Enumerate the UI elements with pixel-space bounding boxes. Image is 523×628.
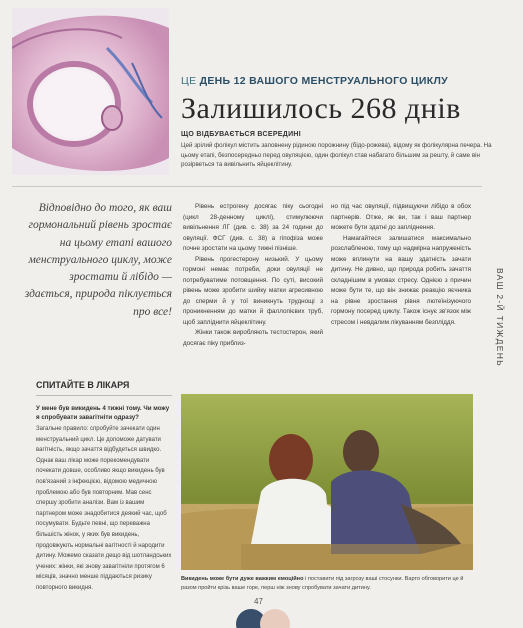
ask-doctor-rule bbox=[36, 395, 172, 396]
paragraph: Жінки також виробляють тестостерон, який досягає піку приблиз- bbox=[183, 329, 323, 347]
kicker-bold: ДЕНЬ 12 ВАШОГО МЕНСТРУАЛЬНОГО ЦИКЛУ bbox=[199, 75, 448, 87]
tab-circle-peach bbox=[260, 609, 290, 628]
follicle-micrograph-image bbox=[12, 8, 169, 175]
paragraph: Рівень прогестерону низький. У цьому гормоні немає потреби, доки овуляції не потребуватиме потовщення. По суті, високий рівень може зробити шийку матки агресивною до сперми й у тої виникнуть труднощі з проникненням до матки й фаллопієвих труб, щоб запліднити яйцеклітину. bbox=[183, 255, 323, 326]
paragraph: Рівень естрогену досягає піку сьогодні (цикл 28-денному циклі), стимулюючи вивільнення ЛГ (див. с. 38) за 24 години до овуляції. ФСГ (див. с. 38) а гіпофіза може почне зростати на цьому тижні пізніше. bbox=[183, 203, 323, 252]
paragraph: Намагайтеся залишатися максимально розслабленою, тому що надмірна напруженість може вплинути на вашу здатність зачати дитину. Не дивно, що природа робить зачаття складнішим в умовах стресу. Однією з причин може бути те, що він знижає реакцію яєчника на рівне зростання рівня лютеїнізуючого гормону посеред циклу. Також існує зв'язок між стресом і невдалим лікуванням безпліддя. bbox=[331, 234, 471, 326]
pull-quote: Відповідно до того, як ваш гормональний рівень зростає на цьому етапі вашого менструального циклу, може зростати й лібідо — здається, природа піклується про все! bbox=[24, 202, 172, 318]
page-title: Залишилось 268 днів bbox=[181, 92, 461, 125]
bottom-tab-marker bbox=[236, 609, 292, 628]
chapter-side-tab: ВАШ 2-Й ТИЖДЕНЬ bbox=[495, 268, 505, 368]
body-column-2 bbox=[331, 202, 471, 328]
body-column-1 bbox=[183, 202, 323, 349]
section-divider bbox=[12, 186, 482, 187]
paragraph: но під час овуляції, підвищуючи лібідо в обох партнерів. Отже, як ви, так і ваш партнер можете бути здатні до запліднення. bbox=[331, 203, 471, 231]
couple-photo bbox=[181, 394, 473, 570]
caption-text: і поставити під загрозу ваші стосунки. Варто обговорити це й разом пройти крізь ваше горе, перш ніж знову спробувати зачати дитину. bbox=[181, 576, 464, 591]
article-kicker bbox=[181, 75, 448, 87]
ask-doctor-title: СПИТАЙТЕ В ЛІКАРЯ bbox=[36, 380, 130, 390]
inside-text: Цей зрілий фолікул містить заповнену рідиною порожнину (бідо-рожева), відому як фолікулярна печера. На цьому етапі, безпосередньо перед овуляцією, один фолікул став набагато більшим за решту, й саме він розірветься та вивільнить яйцеклітину. bbox=[181, 142, 492, 169]
photo-caption bbox=[181, 575, 473, 592]
kicker-prefix: ЦЕ bbox=[181, 75, 197, 87]
inside-title: ЩО ВІДБУВАЄТЬСЯ ВСЕРЕДИНІ bbox=[181, 131, 301, 138]
page-number: 47 bbox=[254, 597, 263, 606]
ask-doctor-answer: Загальне правило: спробуйте зачекати один менструальний цикл. Це допоможе датувати вагітність, якщо зачаття відбудеться швидко. Однак ваш лікар може порекомендувати почекати довше, особливо якщо викидень був пов'язаний з інфекцією, відомою медичною проблемою або був повторним. Мав сенс спершу зробити аналізи. Вам із вашим партнером може знадобитися деякий час, щоб посумувати. Будьте певні, що переважна більшість жінок, у яких був викидень, продовжують нормальні вагітності й народити дитину. Можемо сказати дещо від шотландських учених: жінки, які знову завагітніли протягом 6 місяців, значно менше піддаються ризику повторного викидня. bbox=[36, 426, 172, 591]
caption-bold: Викидень може бути дуже важким емоційно bbox=[181, 576, 304, 582]
ask-doctor-question: У мене був викидень 4 тижні тому. Чи можу я спробувати завагітніти одразу? bbox=[36, 405, 170, 421]
